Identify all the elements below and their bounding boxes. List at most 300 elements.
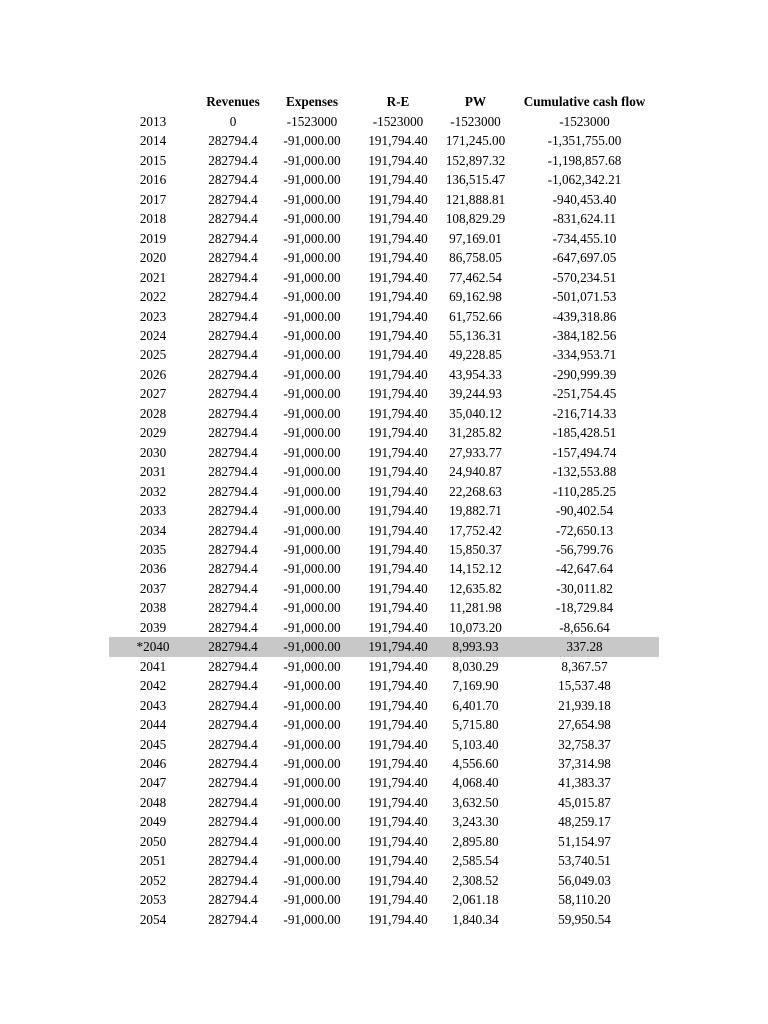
expenses-cell: -91,000.00: [283, 814, 341, 830]
table-row: [109, 443, 659, 462]
year-cell: 2053: [139, 892, 167, 908]
pw-cell: 108,829.29: [445, 211, 506, 227]
expenses-cell: -91,000.00: [283, 191, 341, 207]
table-row: [109, 209, 659, 228]
revenues-cell: 282794.4: [208, 522, 258, 538]
revenues-cell: 282794.4: [208, 892, 258, 908]
revenues-cell: 282794.4: [208, 775, 258, 791]
table-row: [109, 229, 659, 248]
header-row: [109, 92, 659, 112]
year-cell: *2040: [109, 637, 197, 656]
table-row: [109, 345, 659, 364]
revenues-cell: 282794.4: [208, 191, 258, 207]
r-e-cell: 191,794.40: [368, 269, 428, 285]
expenses-cell: -91,000.00: [283, 347, 341, 363]
cumulative-cash-flow-cell: -1,062,342.21: [547, 172, 622, 188]
cumulative-cash-flow-cell: 8,367.57: [561, 658, 608, 674]
revenues-cell: 282794.4: [208, 911, 258, 927]
table-row: [109, 521, 659, 540]
year-cell: 2037: [139, 580, 167, 596]
cumulative-cash-flow-cell: -90,402.54: [555, 503, 614, 519]
highlighted-table-row: [109, 637, 659, 656]
table-body: [109, 112, 659, 929]
r-e-cell: 191,794.40: [368, 366, 428, 382]
pw-cell: 3,632.50: [452, 794, 499, 810]
pw-cell: 86,758.05: [449, 250, 502, 266]
year-cell: 2023: [139, 308, 167, 324]
table-row: [109, 890, 659, 909]
revenues-cell: 282794.4: [208, 386, 258, 402]
r-e-cell: 191,794.40: [368, 172, 428, 188]
r-e-cell: 191,794.40: [368, 483, 428, 499]
pw-cell: 1,840.34: [452, 911, 499, 927]
revenues-cell: 282794.4: [208, 600, 258, 616]
expenses-cell: -1523000: [286, 114, 338, 129]
cumulative-cash-flow-cell: -570,234.51: [552, 269, 617, 285]
pw-cell: 136,515.47: [445, 172, 506, 188]
expenses-cell: -91,000.00: [283, 464, 341, 480]
table-row: [109, 598, 659, 617]
cumulative-cash-flow-cell: -1,351,755.00: [547, 133, 622, 149]
pw-cell: 69,162.98: [449, 289, 502, 305]
revenues-cell: 0: [229, 114, 237, 129]
pw-column-header: PW: [464, 94, 487, 109]
expenses-cell: -91,000.00: [283, 289, 341, 305]
r-e-cell: 191,794.40: [368, 678, 428, 694]
table-row: [109, 501, 659, 520]
year-cell: 2054: [139, 911, 167, 927]
expenses-cell: -91,000.00: [283, 211, 341, 227]
year-cell: 2039: [139, 619, 167, 635]
year-cell: 2034: [139, 522, 167, 538]
r-e-cell: 191,794.40: [368, 386, 428, 402]
expenses-cell: -91,000.00: [283, 717, 341, 733]
r-e-cell: 191,794.40: [368, 736, 428, 752]
r-e-cell: 191,794.40: [368, 717, 428, 733]
table-row: [109, 326, 659, 345]
expenses-cell: -91,000.00: [283, 522, 341, 538]
cumulative-cash-flow-cell: -290,999.39: [552, 366, 617, 382]
cumulative-cash-flow-column-header: Cumulative cash flow: [523, 94, 646, 109]
year-cell: 2025: [139, 347, 167, 363]
cumulative-cash-flow-cell: -18,729.84: [555, 600, 614, 616]
cumulative-cash-flow-cell: 58,110.20: [558, 892, 611, 908]
year-cell: 2030: [139, 444, 167, 460]
year-cell: 2016: [139, 172, 167, 188]
table-row: [109, 404, 659, 423]
year-cell: 2048: [139, 794, 167, 810]
year-cell: 2022: [139, 289, 167, 305]
year-cell: 2043: [139, 697, 167, 713]
table-row: [109, 832, 659, 851]
expenses-cell: -91,000.00: [283, 755, 341, 771]
cumulative-cash-flow-cell: -647,697.05: [552, 250, 617, 266]
cumulative-cash-flow-cell: -157,494.74: [552, 444, 617, 460]
expenses-cell: -91,000.00: [283, 853, 341, 869]
r-e-cell: 191,794.40: [368, 522, 428, 538]
r-e-cell: 191,794.40: [368, 814, 428, 830]
r-e-cell: 191,794.40: [368, 230, 428, 246]
expenses-cell: -91,000.00: [283, 794, 341, 810]
expenses-cell: -91,000.00: [283, 366, 341, 382]
pw-cell: 6,401.70: [452, 697, 499, 713]
year-cell: 2019: [139, 230, 167, 246]
pw-cell: 2,061.18: [452, 892, 499, 908]
r-e-cell: 191,794.40: [368, 600, 428, 616]
year-cell: 2015: [139, 152, 167, 168]
r-e-cell: 191,794.40: [368, 833, 428, 849]
cumulative-cash-flow-cell: 53,740.51: [558, 853, 611, 869]
year-cell: 2024: [139, 327, 167, 343]
revenues-cell: 282794.4: [208, 464, 258, 480]
expenses-cell: -91,000.00: [283, 425, 341, 441]
cumulative-cash-flow-cell: -72,650.13: [555, 522, 614, 538]
year-cell: 2013: [139, 114, 167, 129]
expenses-cell: -91,000.00: [283, 230, 341, 246]
r-e-cell: 191,794.40: [368, 755, 428, 771]
table-row: [109, 910, 659, 929]
revenues-cell: 282794.4: [208, 503, 258, 519]
cumulative-cash-flow-cell: -185,428.51: [552, 425, 617, 441]
revenues-cell: 282794.4: [208, 580, 258, 596]
table-row: [109, 657, 659, 676]
cumulative-cash-flow-cell: 41,383.37: [558, 775, 611, 791]
revenues-cell: 282794.4: [208, 853, 258, 869]
revenues-cell: 282794.4: [208, 678, 258, 694]
expenses-cell: -91,000.00: [283, 327, 341, 343]
pw-cell: 61,752.66: [449, 308, 502, 324]
r-e-cell: 191,794.40: [368, 911, 428, 927]
pw-cell: 5,715.80: [452, 717, 499, 733]
cumulative-cash-flow-cell: -439,318.86: [552, 308, 617, 324]
expenses-cell: -91,000.00: [283, 892, 341, 908]
cumulative-cash-flow-cell: -334,953.71: [552, 347, 617, 363]
year-cell: 2027: [139, 386, 167, 402]
revenues-cell: 282794.4: [208, 327, 258, 343]
table-row: [109, 384, 659, 403]
r-e-cell: 191,794.40: [368, 289, 428, 305]
year-cell: 2017: [139, 191, 167, 207]
revenues-cell: 282794.4: [208, 619, 258, 635]
cumulative-cash-flow-cell: -384,182.56: [552, 327, 617, 343]
revenues-cell: 282794.4: [208, 425, 258, 441]
year-cell: 2028: [139, 405, 167, 421]
pw-cell: 39,244.93: [449, 386, 502, 402]
year-cell: 2050: [139, 833, 167, 849]
revenues-cell: 282794.4: [208, 444, 258, 460]
revenues-cell: 282794.4: [208, 483, 258, 499]
pw-cell: 55,136.31: [449, 327, 502, 343]
pw-cell: 121,888.81: [445, 191, 506, 207]
table-row: [109, 754, 659, 773]
pw-cell: 15,850.37: [449, 541, 502, 557]
expenses-cell: -91,000.00: [283, 736, 341, 752]
expenses-cell: -91,000.00: [283, 152, 341, 168]
pw-cell: 43,954.33: [449, 366, 502, 382]
expenses-cell: -91,000.00: [283, 561, 341, 577]
pw-cell: 5,103.40: [452, 736, 499, 752]
revenues-cell: 282794.4: [208, 561, 258, 577]
year-cell: 2049: [139, 814, 167, 830]
cumulative-cash-flow-cell: -8,656.64: [559, 619, 610, 635]
year-cell: 2031: [139, 464, 167, 480]
expenses-cell: -91,000.00: [269, 637, 355, 656]
pw-cell: 22,268.63: [449, 483, 502, 499]
table-row: [109, 287, 659, 306]
r-e-cell: 191,794.40: [355, 637, 441, 656]
year-cell: 2051: [139, 853, 167, 869]
year-cell: 2033: [139, 503, 167, 519]
r-e-cell: 191,794.40: [368, 561, 428, 577]
r-e-column-header: R-E: [386, 94, 410, 109]
expenses-cell: -91,000.00: [283, 541, 341, 557]
table-row: [109, 735, 659, 754]
year-cell: 2020: [139, 250, 167, 266]
pw-cell: 17,752.42: [449, 522, 502, 538]
revenues-cell: 282794.4: [208, 230, 258, 246]
cumulative-cash-flow-cell: 27,654.98: [558, 717, 611, 733]
expenses-cell: -91,000.00: [283, 172, 341, 188]
cumulative-cash-flow-cell: -110,285.25: [552, 483, 617, 499]
r-e-cell: -1523000: [372, 114, 424, 129]
pw-cell: 27,933.77: [449, 444, 502, 460]
expenses-cell: -91,000.00: [283, 580, 341, 596]
cumulative-cash-flow-cell: 56,049.03: [558, 872, 611, 888]
r-e-cell: 191,794.40: [368, 619, 428, 635]
revenues-cell: 282794.4: [208, 347, 258, 363]
revenues-cell: 282794.4: [208, 755, 258, 771]
year-cell: 2052: [139, 872, 167, 888]
table-row: [109, 462, 659, 481]
revenues-cell: 282794.4: [208, 152, 258, 168]
pw-cell: 3,243.30: [452, 814, 499, 830]
pw-cell: 77,462.54: [449, 269, 502, 285]
expenses-cell: -91,000.00: [283, 872, 341, 888]
revenues-cell: 282794.4: [208, 736, 258, 752]
table-row: [109, 579, 659, 598]
cumulative-cash-flow-cell: 51,154.97: [558, 833, 611, 849]
expenses-cell: -91,000.00: [283, 619, 341, 635]
table-row: [109, 365, 659, 384]
revenues-cell: 282794.4: [208, 541, 258, 557]
r-e-cell: 191,794.40: [368, 152, 428, 168]
table-row: [109, 851, 659, 870]
table-row: [109, 696, 659, 715]
cumulative-cash-flow-cell: 59,950.54: [558, 911, 611, 927]
table-row: [109, 812, 659, 831]
cumulative-cash-flow-cell: 32,758.37: [558, 736, 611, 752]
expenses-cell: -91,000.00: [283, 444, 341, 460]
year-cell: 2038: [139, 600, 167, 616]
cumulative-cash-flow-cell: 21,939.18: [558, 697, 611, 713]
year-cell: 2046: [139, 755, 167, 771]
expenses-cell: -91,000.00: [283, 833, 341, 849]
pw-cell: 2,585.54: [452, 853, 499, 869]
table-row: [109, 676, 659, 695]
pw-cell: 8,030.29: [452, 658, 499, 674]
cumulative-cash-flow-cell: -501,071.53: [552, 289, 617, 305]
expenses-cell: -91,000.00: [283, 697, 341, 713]
cumulative-cash-flow-cell: -1523000: [559, 114, 610, 129]
revenues-cell: 282794.4: [208, 366, 258, 382]
cumulative-cash-flow-cell: 15,537.48: [558, 678, 611, 694]
table-row: [109, 190, 659, 209]
pw-cell: 11,281.98: [449, 600, 502, 616]
cumulative-cash-flow-cell: 45,015.87: [558, 794, 611, 810]
cumulative-cash-flow-cell: -132,553.88: [552, 464, 617, 480]
table-row: [109, 248, 659, 267]
revenues-column-header: Revenues: [206, 94, 260, 109]
revenues-cell: 282794.4: [208, 658, 258, 674]
year-cell: 2018: [139, 211, 167, 227]
table-row: [109, 871, 659, 890]
expenses-cell: -91,000.00: [283, 133, 341, 149]
table-row: [109, 540, 659, 559]
table-row: [109, 618, 659, 637]
year-cell: 2035: [139, 541, 167, 557]
pw-cell: 14,152.12: [449, 561, 502, 577]
expenses-cell: -91,000.00: [283, 600, 341, 616]
expenses-cell: -91,000.00: [283, 911, 341, 927]
pw-cell: 8,993.93: [441, 637, 510, 656]
pw-cell: 19,882.71: [449, 503, 502, 519]
r-e-cell: 191,794.40: [368, 250, 428, 266]
cumulative-cash-flow-cell: -216,714.33: [552, 405, 617, 421]
year-cell: 2041: [139, 658, 167, 674]
cumulative-cash-flow-cell: -42,647.64: [555, 561, 614, 577]
pw-cell: 171,245.00: [445, 133, 506, 149]
r-e-cell: 191,794.40: [368, 503, 428, 519]
expenses-cell: -91,000.00: [283, 405, 341, 421]
pw-cell: 97,169.01: [449, 230, 502, 246]
r-e-cell: 191,794.40: [368, 405, 428, 421]
pw-cell: 49,228.85: [449, 347, 502, 363]
r-e-cell: 191,794.40: [368, 191, 428, 207]
expenses-cell: -91,000.00: [283, 678, 341, 694]
r-e-cell: 191,794.40: [368, 444, 428, 460]
expenses-cell: -91,000.00: [283, 386, 341, 402]
revenues-cell: 282794.4: [208, 172, 258, 188]
pw-cell: 7,169.90: [452, 678, 499, 694]
revenues-cell: 282794.4: [208, 697, 258, 713]
table-row: [109, 112, 659, 131]
r-e-cell: 191,794.40: [368, 892, 428, 908]
year-cell: 2032: [139, 483, 167, 499]
revenues-cell: 282794.4: [208, 289, 258, 305]
year-cell: 2045: [139, 736, 167, 752]
revenues-cell: 282794.4: [208, 794, 258, 810]
revenues-cell: 282794.4: [208, 814, 258, 830]
pw-cell: -1523000: [450, 114, 501, 129]
table-row: [109, 423, 659, 442]
r-e-cell: 191,794.40: [368, 327, 428, 343]
pw-cell: 10,073.20: [449, 619, 502, 635]
revenues-cell: 282794.4: [208, 717, 258, 733]
expenses-cell: -91,000.00: [283, 775, 341, 791]
pw-cell: 152,897.32: [445, 152, 506, 168]
r-e-cell: 191,794.40: [368, 347, 428, 363]
table-row: [109, 131, 659, 150]
cumulative-cash-flow-cell: 337.28: [510, 637, 659, 656]
year-cell: 2021: [139, 269, 167, 285]
pw-cell: 35,040.12: [449, 405, 502, 421]
r-e-cell: 191,794.40: [368, 541, 428, 557]
table-row: [109, 307, 659, 326]
cumulative-cash-flow-cell: -831,624.11: [552, 211, 617, 227]
pw-cell: 12,635.82: [449, 580, 502, 596]
pw-cell: 2,308.52: [452, 872, 499, 888]
r-e-cell: 191,794.40: [368, 425, 428, 441]
table-row: [109, 559, 659, 578]
cumulative-cash-flow-cell: -251,754.45: [552, 386, 617, 402]
cumulative-cash-flow-cell: -734,455.10: [552, 230, 617, 246]
cumulative-cash-flow-cell: 37,314.98: [558, 755, 611, 771]
r-e-cell: 191,794.40: [368, 853, 428, 869]
revenues-cell: 282794.4: [208, 308, 258, 324]
year-column-header: [109, 92, 197, 112]
r-e-cell: 191,794.40: [368, 775, 428, 791]
revenues-cell: 282794.4: [208, 872, 258, 888]
pw-cell: 24,940.87: [449, 464, 502, 480]
year-cell: 2047: [139, 775, 167, 791]
r-e-cell: 191,794.40: [368, 133, 428, 149]
r-e-cell: 191,794.40: [368, 464, 428, 480]
year-cell: 2042: [139, 678, 167, 694]
year-cell: 2026: [139, 366, 167, 382]
table-row: [109, 773, 659, 792]
expenses-cell: -91,000.00: [283, 308, 341, 324]
expenses-cell: -91,000.00: [283, 503, 341, 519]
r-e-cell: 191,794.40: [368, 658, 428, 674]
pw-cell: 2,895.80: [452, 833, 499, 849]
year-cell: 2014: [139, 133, 167, 149]
table-row: [109, 170, 659, 189]
cumulative-cash-flow-cell: -56,799.76: [555, 541, 614, 557]
revenues-cell: 282794.4: [208, 133, 258, 149]
pw-cell: 4,068.40: [452, 775, 499, 791]
expenses-cell: -91,000.00: [283, 658, 341, 674]
revenues-cell: 282794.4: [208, 269, 258, 285]
expenses-column-header: Expenses: [285, 94, 339, 109]
cumulative-cash-flow-cell: 48,259.17: [558, 814, 611, 830]
year-cell: 2036: [139, 561, 167, 577]
r-e-cell: 191,794.40: [368, 211, 428, 227]
revenues-cell: 282794.4: [208, 250, 258, 266]
revenues-cell: 282794.4: [208, 211, 258, 227]
r-e-cell: 191,794.40: [368, 580, 428, 596]
table-row: [109, 482, 659, 501]
expenses-cell: -91,000.00: [283, 250, 341, 266]
expenses-cell: -91,000.00: [283, 269, 341, 285]
pw-cell: 4,556.60: [452, 755, 499, 771]
r-e-cell: 191,794.40: [368, 308, 428, 324]
pw-cell: 31,285.82: [449, 425, 502, 441]
revenues-cell: 282794.4: [208, 405, 258, 421]
cumulative-cash-flow-cell: -1,198,857.68: [547, 152, 622, 168]
r-e-cell: 191,794.40: [368, 794, 428, 810]
expenses-cell: -91,000.00: [283, 483, 341, 499]
revenues-cell: 282794.4: [197, 637, 269, 656]
year-cell: 2044: [139, 717, 167, 733]
revenues-cell: 282794.4: [208, 833, 258, 849]
table-row: [109, 793, 659, 812]
cumulative-cash-flow-cell: -940,453.40: [552, 191, 617, 207]
r-e-cell: 191,794.40: [368, 697, 428, 713]
table-row: [109, 715, 659, 734]
cashflow-table: [109, 92, 659, 929]
year-cell: 2029: [139, 425, 167, 441]
table-row: [109, 268, 659, 287]
